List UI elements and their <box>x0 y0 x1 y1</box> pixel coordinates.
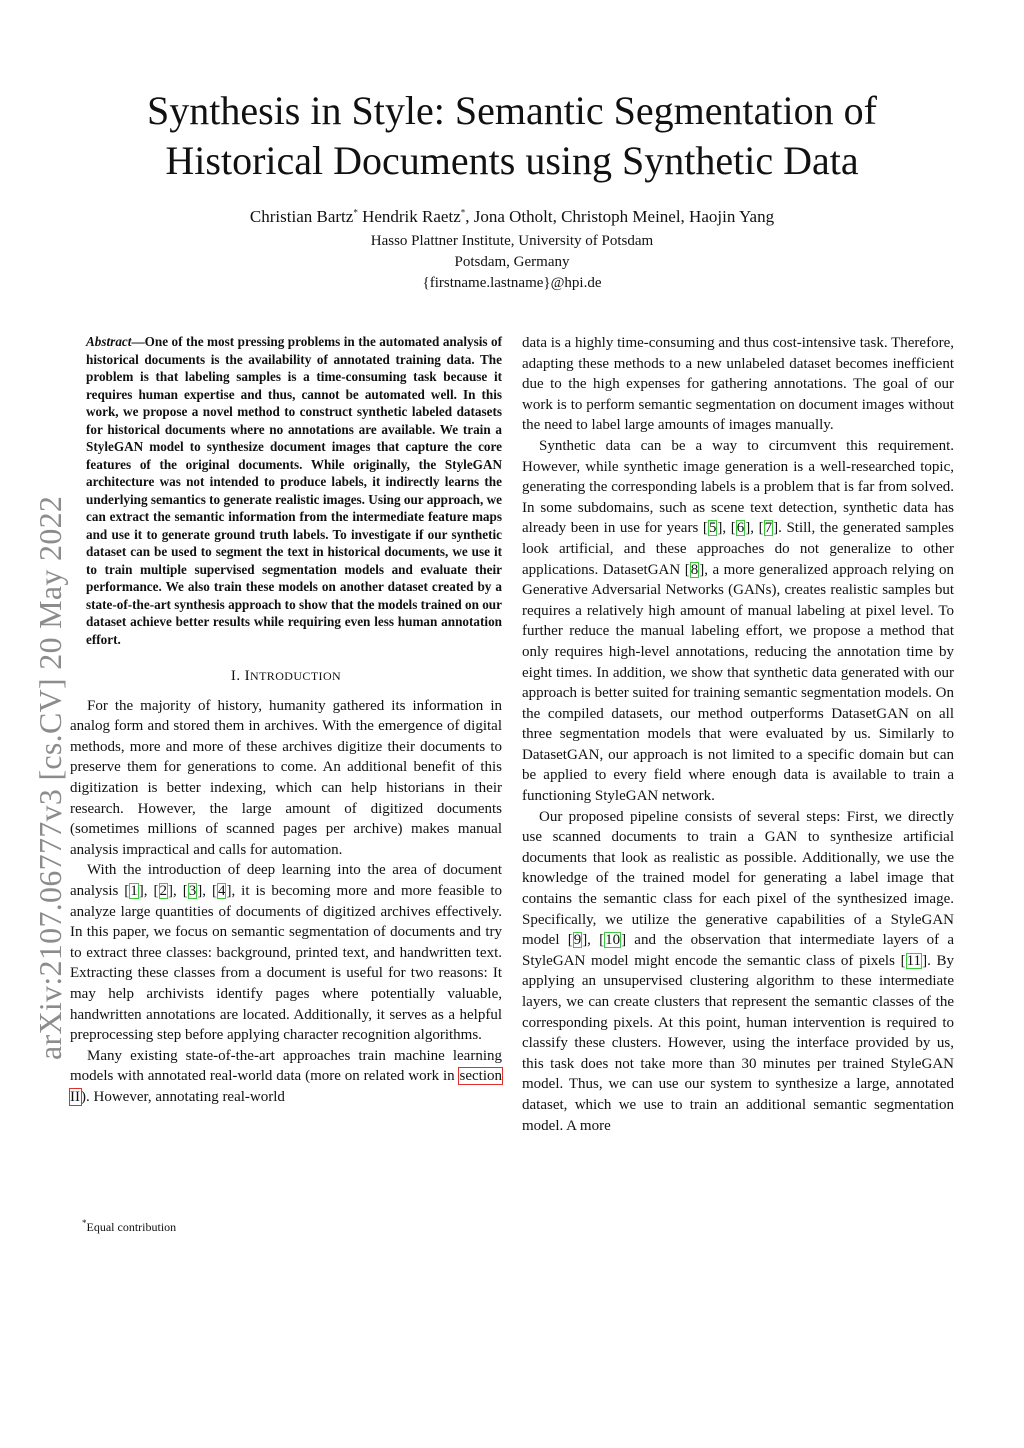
affiliation-email: {firstname.lastname}@hpi.de <box>422 275 602 291</box>
citation-link[interactable]: 7 <box>764 520 773 537</box>
citation-link[interactable]: 11 <box>906 952 922 969</box>
arxiv-identifier: arXiv:2107.06777v3 [cs.CV] 20 May 2022 <box>32 495 68 1060</box>
affiliation-institute: Hasso Plattner Institute, University of Potsdam <box>370 233 654 249</box>
section-heading-introduction <box>70 666 502 687</box>
paragraph-text: and the observation that intermediate layers of a StyleGAN model might encode the semantic class of pixels <box>522 932 955 969</box>
right-paragraph-3: Our proposed pipeline consists of several steps: First, we directly use scanned documents to train a GAN to synthesize artificial documents that look as realistic as possible. Additionally, we use the knowledge of the trained model for generating a label image that contains the semantic class for each pixel of the synthesized image. Specifically, we utilize the generative capabilities of a StyleGAN model [9], [10] and the observation that intermediate layers of a StyleGAN model might encode the semantic class of pixels [11]. By applying an unsupervised clustering algorithm to these intermediate layers, we can create clusters that represent the semantic classes of the corresponding pixels. At this point, human intervention is required to classify these clusters. However, using the interface provided by us, this task does not take more than 30 minutes per trained StyleGAN model. Thus, we can use our system to synthesize a large, annotated dataset, which we use to train an additional semantic segmentation model. A more <box>522 808 955 1134</box>
abstract-label: Abstract <box>86 334 132 349</box>
section-reference-link[interactable]: section II <box>70 1068 502 1105</box>
paragraph-text: , it is becoming more and more feasible to analyze large quantities of documents of digitized archives effectively. In this paper, we focus on semantic segmentation of documents and try to extract three classes: background, printed text, and handwritten text. Extracting these classes from a document is useful for two reasons: It may help archivists identify pages where potentially valuable, handwritten annotations are located. Additionally, it serves as a helpful preprocessing step before applying character recognition algorithms. <box>70 882 503 1044</box>
right-paragraph-2: Synthetic data can be a way to circumvent this requirement. However, while synthetic image generation is a well-researched topic, generating the corresponding labels is a problem that is far from solved. In some subdomains, such as scene text detection, synthetic data has already been in use for years [5], [6], [7]. Still, the generated samples look artificial, and these approaches do not generalize to other applications. DatasetGAN [8], a more generalized approach relying on Generative Adversarial Networks (GANs), creates realistic samples but requires a relatively high amount of manual labeling at pixel level. To further reduce the manual labeling effort, we propose a method that only requires high-level annotations, reducing the annotation time by eight times. In addition, we show that synthetic data generated with our approach is better suited for training semantic segmentation models. On the compiled datasets, our method outperforms DatasetGAN on all three segmentation models that were evaluated by us. Similarly to DatasetGAN, our approach is not limited to a specific domain but can be applied to every field where enough data is available to train a functioning StyleGAN network. <box>522 437 954 805</box>
section-heading-text: NTRODUCTION <box>250 669 342 683</box>
intro-paragraph-1: For the majority of history, humanity gathered its information in analog form and stored them in archives. With the emergence of digital methods, more and more of these archives digitize their documents to preserve them for generations to come. An additional benefit of this digitization is better indexing, which can help historians in their research. However, the large amount of digitized documents (sometimes millions of scanned pages per archive) makes manual analysis impractical and calls for automation. <box>70 697 502 858</box>
paragraph-text: With the introduction of deep learning into the area of document analysis <box>70 862 502 899</box>
paragraph-text: Synthetic data can be a way to circumvent this requirement. However, while synthetic image generation is a well-researched topic, generating the corresponding labels is a problem that is far from solved. In some subdomains, such as scene text detection, synthetic data has already been in use for years <box>522 437 954 537</box>
paragraph-text: ). However, annotating real-world <box>81 1088 285 1105</box>
paragraph-text: , a more generalized approach relying on Generative Adversarial Networks (GANs), creates realistic samples but requires a relatively high amount of manual labeling at pixel level. To further reduce the manual labeling effort, we propose a method that only requires high-level annotations, reducing the annotation time by eight times. In addition, we show that synthetic data generated with our approach is better suited for training semantic segmentation models. On the compiled datasets, our method outperforms DatasetGAN on all three segmentation models that were evaluated by us. Similarly to DatasetGAN, our approach is not limited to a specific domain but can be applied to every field where enough data is available to train a functioning StyleGAN network. <box>522 561 954 805</box>
author-list <box>0 206 1024 228</box>
citation-link[interactable]: 4 <box>217 882 226 899</box>
section-numeral: I. I <box>230 668 251 684</box>
citation-link[interactable]: 3 <box>188 882 197 899</box>
intro-paragraph-2: With the introduction of deep learning into the area of document analysis [1], [2], [3], [4], it is becoming more and more feasible to analyze large quantities of documents of digitized archives effectively. In this paper, we focus on semantic segmentation of documents and try to extract three classes: background, printed text, and handwritten text. Extracting these classes from a document is useful for two reasons: It may help archivists identify pages where potentially valuable, handwritten annotations are located. Additionally, it serves as a helpful preprocessing step before applying character recognition algorithms. <box>70 862 503 1044</box>
footnote <box>82 1219 176 1235</box>
paragraph-text: . By applying an unsupervised clustering algorithm to these intermediate layers, we can create clusters that represent the semantic classes of the corresponding pixels. At this point, human intervention is required to classify these clusters. However, using the interface provided by us, this task does not take more than 30 minutes per trained StyleGAN model. Thus, we can use our system to synthesize a large, annotated dataset, which we use to train an additional semantic segmentation model. A more <box>522 952 955 1134</box>
paragraph-text: Many existing state-of-the-art approaches train machine learning models with annotated real-world data (more on related work in <box>70 1047 502 1085</box>
right-column <box>522 333 954 1136</box>
citation-link[interactable]: 10 <box>605 932 621 949</box>
other-authors: , Jona Otholt, Christoph Meinel, Haojin Yang <box>465 207 775 226</box>
left-column <box>70 333 502 1107</box>
citation-link[interactable]: 1 <box>130 882 138 899</box>
abstract-text: —One of the most pressing problems in the automated analysis of historical documents is the availability of annotated training data. The problem is that labeling samples is a time-consuming task because it requires human expertise and thus, cannot be automated well. In this work, we propose a novel method to construct synthetic labeled datasets for historical documents where no annotations are available. We train a StyleGAN model to synthesize document images that capture the core features of the original documents. While originally, the StyleGAN architecture was not intended to produce labels, it indirectly learns the underlying semantics to generate realistic images. Using our approach, we can extract the semantic information from the intermediate feature maps and use it to generate ground truth labels. To investigate if our synthetic dataset can be used to segment the text in historical documents, we use it to train multiple supervised segmentation models and evaluate their performance. We also train these models on another dataset created by a state-of-the-art synthesis approach to show that the models trained on our dataset achieve better results while requiring even less human annotation effort. <box>86 334 502 647</box>
footnote-text: Equal contribution <box>86 1220 177 1234</box>
footnote-mark: * <box>82 1218 87 1228</box>
paragraph-text: . Still, the generated samples look artificial, and these approaches do not generalize to other applications. DatasetGAN <box>522 520 954 578</box>
right-paragraph-1: data is a highly time-consuming and thus cost-intensive task. Therefore, adapting these methods to a new unlabeled dataset becomes inefficient due to the high expenses for gathering annotations. The goal of our work is to perform semantic segmentation on document images without the need to label large amounts of images manually. <box>522 335 954 434</box>
intro-paragraph-3 <box>70 1046 502 1108</box>
citation-link[interactable]: 9 <box>573 932 582 949</box>
author-2: Hendrik Raetz <box>357 207 461 226</box>
equal-contribution-mark: * <box>353 207 358 218</box>
paper-title <box>0 86 1024 186</box>
abstract <box>86 333 502 648</box>
title-line-1: Synthesis in Style: Semantic Segmentation of <box>147 88 877 133</box>
equal-contribution-mark: * <box>460 207 466 218</box>
title-line-2: Historical Documents using Synthetic Data <box>165 138 859 183</box>
citation-link[interactable]: 5 <box>708 520 717 537</box>
paragraph-text: Our proposed pipeline consists of several steps: First, we directly use scanned documents to train a GAN to synthesize artificial documents that look as realistic as possible. Additionally, we use the knowledge of the trained model for generating a label image that contains the semantic class for each pixel of the synthesized image. Specifically, we utilize the generative capabilities of a StyleGAN model <box>522 808 954 949</box>
citation-link[interactable]: 6 <box>736 520 745 537</box>
affiliation-location: Potsdam, Germany <box>454 254 570 270</box>
citation-link[interactable]: 8 <box>690 561 699 578</box>
citation-link[interactable]: 2 <box>159 882 168 899</box>
author-1: Christian Bartz <box>249 207 354 226</box>
